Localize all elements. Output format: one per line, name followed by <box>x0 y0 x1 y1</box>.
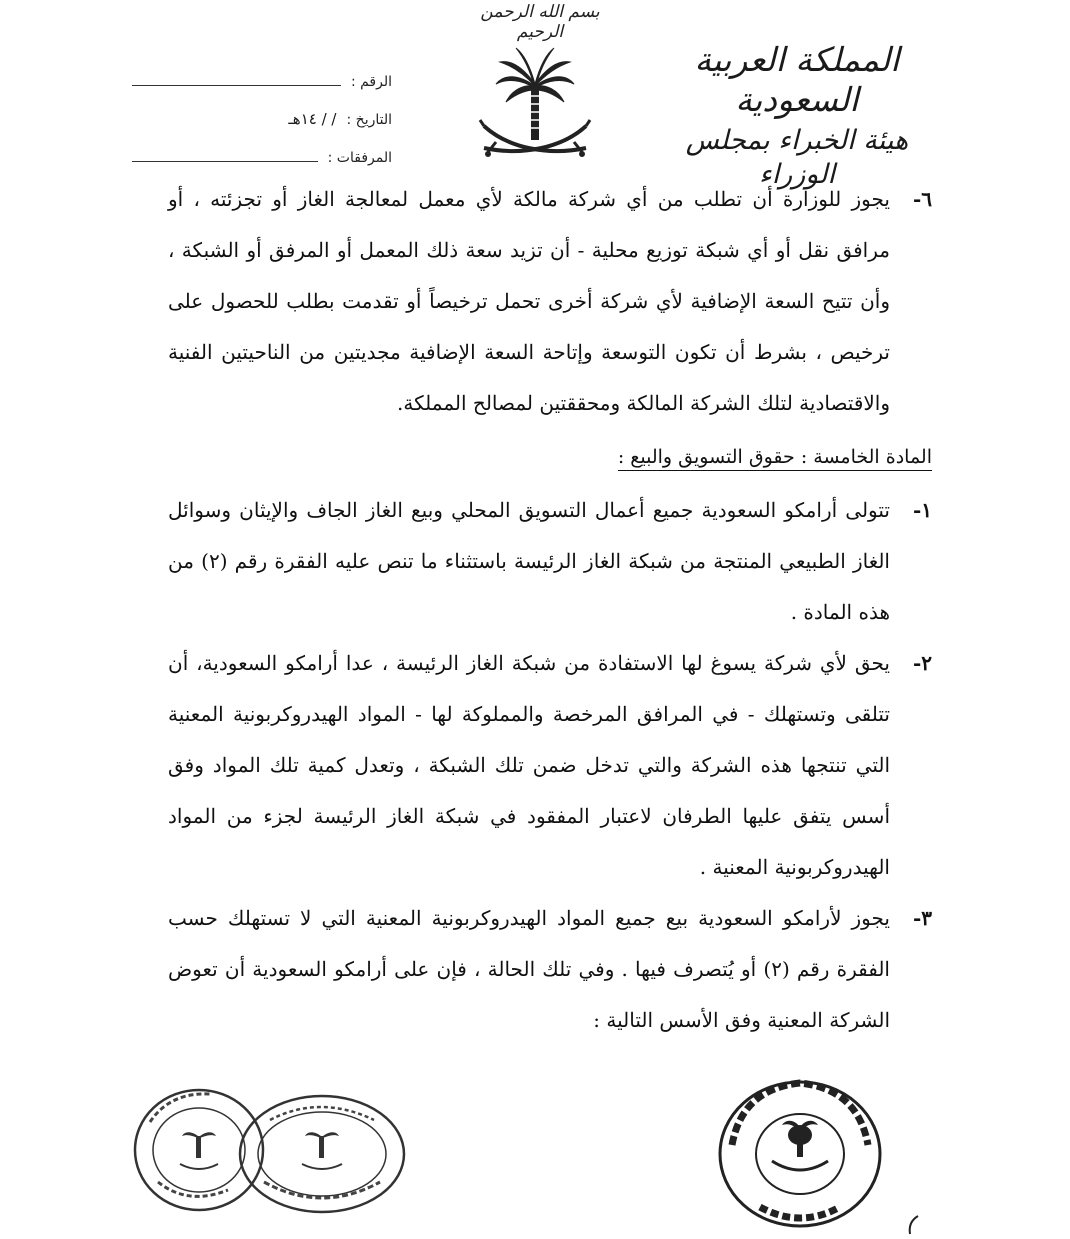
reference-number-label: الرقم : <box>350 74 392 90</box>
handwritten-mark-icon <box>904 1214 924 1236</box>
attachments-line <box>132 160 318 162</box>
clause-number: ١- <box>912 498 932 522</box>
letterhead-title <box>652 40 942 192</box>
saudi-emblem-icon <box>478 44 592 172</box>
article-heading <box>168 429 932 485</box>
authority-name: هيئة الخبراء بمجلس الوزراء <box>685 125 909 190</box>
date-template: / / ١٤هـ <box>288 110 337 128</box>
clause-3 <box>168 893 932 1046</box>
date-label: التاريخ : <box>346 112 392 128</box>
clause-number: ٢- <box>912 651 932 675</box>
clause-text: يحق لأي شركة يسوغ لها الاستفادة من شبكة الغاز الرئيسة ، عدا أرامكو السعودية، أن تتلقى وتستهلك - في المرافق المرخصة والمملوكة لها - المواد الهيدروكربونية المعنية التي تنتجها هذه الشركة والتي تدخل ضمن تلك الشبكة ، وتعدل كمية تلك المواد وفق أسس يتفق عليها الطرفان لاعتبار المفقود في شبكة الغاز الرئيسة لجزء من المواد الهيدروكربونية المعنية . <box>168 651 890 879</box>
kingdom-seal-stamp-icon <box>234 1090 410 1218</box>
document-body <box>168 174 932 1046</box>
clause-number: ٣- <box>912 906 932 930</box>
basmala: بسم الله الرحمن الرحيم <box>480 2 600 42</box>
paragraph-number: ٦- <box>912 187 932 211</box>
reference-number-line <box>132 84 341 86</box>
article-5-title: المادة الخامسة : حقوق التسويق والبيع : <box>618 446 932 471</box>
paragraph-text: يجوز للوزارة أن تطلب من أي شركة مالكة لأي معمل لمعالجة الغاز أو تجزئته ، أو مرافق نقل أو أي شبكة توزيع محلية - أن تزيد سعة ذلك المعمل أو المرفق أو الشبكة ، وأن تتيح السعة الإضافية لأي شركة أخرى تحمل ترخيصاً أو تقدمت بطلب للحصول على ترخيص ، بشرط أن تكون التوسعة وإتاحة السعة الإضافية مجديتين من الناحيتين الفنية والاقتصادية لتلك الشركة المالكة ومحققتين لمصالح المملكة. <box>168 187 890 415</box>
reference-block <box>132 52 392 166</box>
cabinet-office-seal-stamp-icon <box>712 1075 888 1233</box>
paragraph-6 <box>168 174 932 429</box>
date-row <box>132 90 392 128</box>
kingdom-name: المملكة العربية السعودية <box>694 40 900 119</box>
attachments-row <box>132 128 392 166</box>
clause-2 <box>168 638 932 893</box>
reference-number-row <box>132 52 392 90</box>
attachments-label: المرفقات : <box>327 150 392 166</box>
clause-1 <box>168 485 932 638</box>
clause-text: تتولى أرامكو السعودية جميع أعمال التسويق المحلي وبيع الغاز الجاف والإيثان وسوائل الغاز الطبيعي المنتجة من شبكة الغاز الرئيسة باستثناء ما تنص عليه الفقرة رقم (٢) من هذه المادة . <box>168 498 890 624</box>
clause-text: يجوز لأرامكو السعودية بيع جميع المواد الهيدروكربونية المعنية التي لا تستهلك حسب الفقرة رقم (٢) أو يُتصرف فيها . وفي تلك الحالة ، فإن على أرامكو السعودية أن تعوض الشركة المعنية وفق الأسس التالية : <box>168 906 890 1032</box>
